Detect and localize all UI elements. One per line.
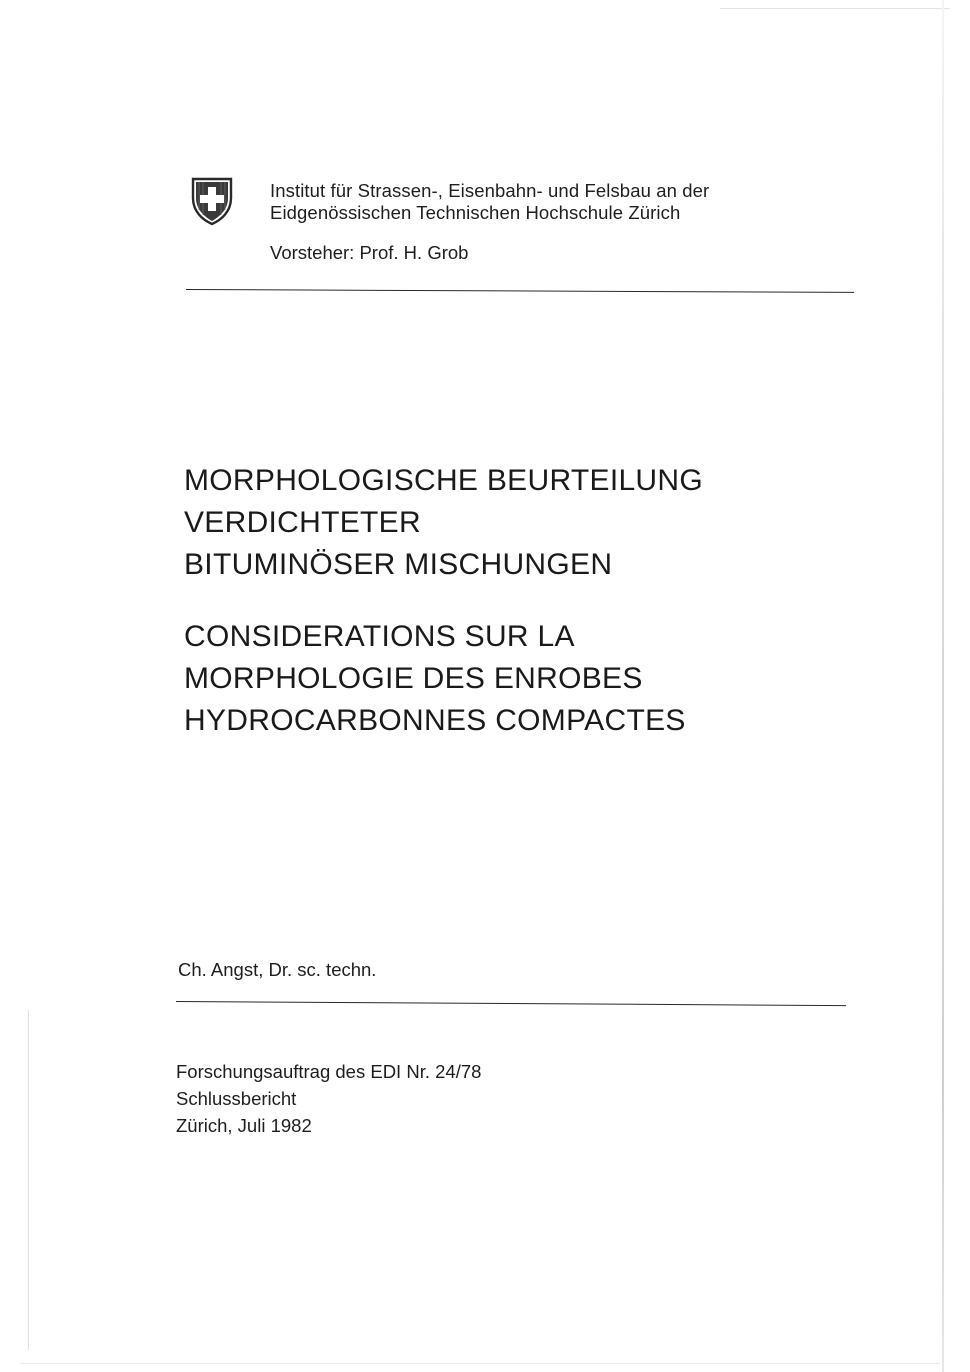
title-german bbox=[184, 460, 703, 586]
scan-edge-left bbox=[28, 1010, 29, 1350]
title-french bbox=[184, 616, 686, 742]
report-line-2: Schlussbericht bbox=[176, 1088, 297, 1109]
title-de-line-3: BITUMINÖSER MISCHUNGEN bbox=[184, 548, 613, 581]
report-line-3: Zürich, Juli 1982 bbox=[176, 1115, 312, 1136]
report-line-1: Forschungsauftrag des EDI Nr. 24/78 bbox=[176, 1061, 482, 1082]
report-info bbox=[176, 1058, 481, 1139]
title-fr-line-1: CONSIDERATIONS SUR LA bbox=[184, 620, 575, 653]
director-line: Vorsteher: Prof. H. Grob bbox=[270, 242, 469, 263]
scan-edge-bottom bbox=[20, 1363, 940, 1364]
scan-edge-top bbox=[720, 8, 950, 9]
title-de-line-1: MORPHOLOGISCHE BEURTEILUNG bbox=[184, 464, 704, 497]
title-fr-line-3: HYDROCARBONNES COMPACTES bbox=[184, 704, 686, 737]
swiss-crest-icon bbox=[190, 176, 234, 226]
institute-line-1: Institut für Strassen-, Eisenbahn- und Felsbau an der bbox=[270, 180, 710, 201]
title-de-line-2: VERDICHTETER bbox=[184, 506, 421, 539]
scan-edge-right bbox=[942, 0, 944, 1372]
author-divider bbox=[176, 1001, 846, 1006]
header-divider bbox=[186, 289, 854, 293]
institute-line-2: Eidgenössischen Technischen Hochschule Zürich bbox=[270, 202, 681, 223]
institute-name bbox=[270, 180, 709, 224]
title-fr-line-2: MORPHOLOGIE DES ENROBES bbox=[184, 662, 643, 695]
author-line: Ch. Angst, Dr. sc. techn. bbox=[178, 959, 377, 980]
